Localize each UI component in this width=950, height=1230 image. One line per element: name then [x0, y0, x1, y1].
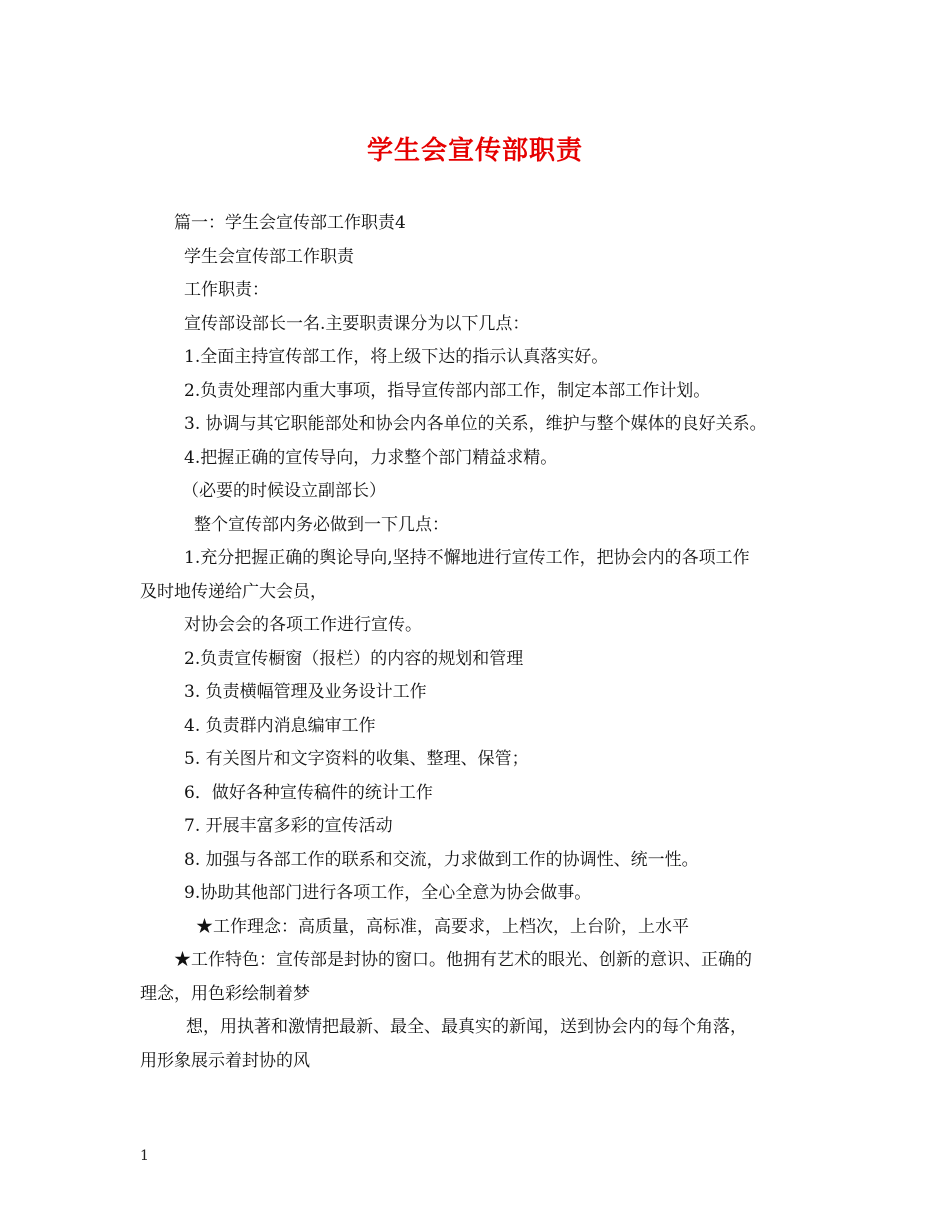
work-feature-continuation: 理念，用色彩绘制着梦: [140, 983, 310, 1004]
list-item: 2.负责宣传橱窗（报栏）的内容的规划和管理: [184, 648, 524, 669]
list-item: 7. 开展丰富多彩的宣传活动: [184, 816, 393, 836]
section-heading: 篇一：学生会宣传部工作职责4: [174, 213, 406, 233]
page-number: 1: [140, 1148, 149, 1164]
list-item: 1.充分把握正确的舆论导向,坚持不懈地进行宣传工作，把协会内的各项工作: [184, 548, 750, 568]
paragraph-line: 用形象展示着封协的风: [140, 1050, 310, 1071]
list-item: 4. 负责群内消息编审工作: [184, 715, 376, 736]
paragraph-line: 学生会宣传部工作职责: [184, 246, 354, 267]
list-item-continuation: 及时地传递给广大会员，: [140, 581, 327, 602]
list-item: 1.全面主持宣传部工作，将上级下达的指示认真落实好。: [184, 347, 609, 367]
list-item: 8. 加强与各部工作的联系和交流，力求做到工作的协调性、统一性。: [184, 849, 699, 870]
list-item: 3. 负责横幅管理及业务设计工作: [184, 682, 427, 702]
paragraph-line: 对协会会的各项工作进行宣传。: [184, 615, 422, 635]
work-feature-line: ★工作特色：宣传部是封协的窗口。他拥有艺术的眼光、创新的意识、正确的: [174, 950, 752, 970]
paragraph-line: 想，用执著和激情把最新、最全、最真实的新闻，送到协会内的每个角落，: [186, 1017, 747, 1037]
document-body: [140, 207, 820, 1078]
list-item: 3. 协调与其它职能部处和协会内各单位的关系，维护与整个媒体的良好关系。: [184, 414, 767, 434]
list-item: 6．做好各种宣传稿件的统计工作: [184, 782, 433, 803]
list-item: 5. 有关图片和文字资料的收集、整理、保管；: [184, 749, 529, 769]
page-title: 学生会宣传部职责: [366, 136, 583, 166]
paragraph-line: 工作职责：: [184, 280, 269, 300]
list-item: 9.协助其他部门进行各项工作，全心全意为协会做事。: [184, 883, 592, 903]
paragraph-line: （必要的时候设立副部长）: [182, 481, 386, 501]
paragraph-line: 宣传部设部长一名.主要职责课分为以下几点：: [184, 313, 530, 334]
paragraph-line: 整个宣传部内务必做到一下几点：: [194, 514, 449, 535]
list-item: 4.把握正确的宣传导向，力求整个部门精益求精。: [184, 447, 558, 468]
work-philosophy-line: ★工作理念：高质量，高标准，高要求，上档次，上台阶，上水平: [196, 916, 689, 937]
list-item: 2.负责处理部内重大事项，指导宣传部内部工作，制定本部工作计划。: [184, 380, 711, 401]
